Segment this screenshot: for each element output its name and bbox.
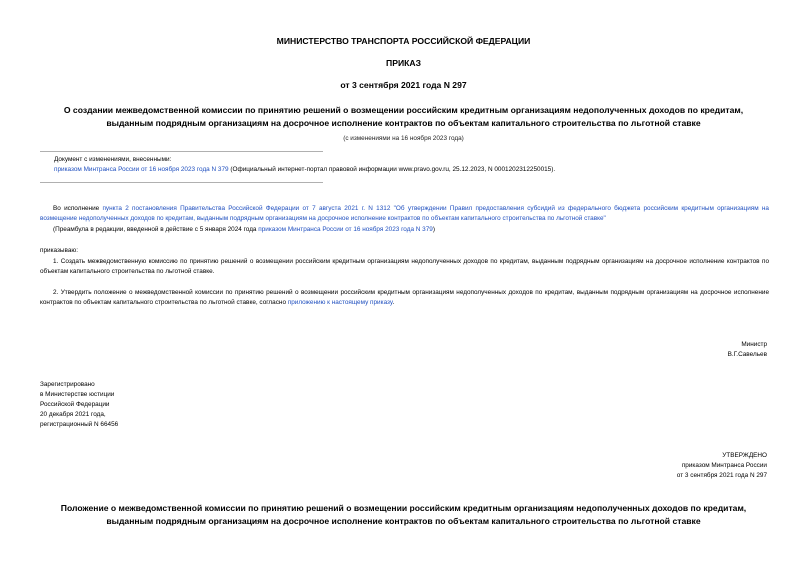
doc-type-heading: ПРИКАЗ	[386, 58, 421, 68]
changes-source-text: (Официальный интернет-портал правовой информации www.pravo.gov.ru, 25.12.2023, N 0001202312250015).	[228, 166, 556, 173]
item-1: 1. Создать межведомственную комиссию по принятию решений о возмещении российским кредитным организациям недополученных доходов по кредитам, выданным подрядным организациям на досрочное исполнение контрактов по объектам капитального строительства по льготной ставке.	[40, 258, 769, 275]
item-2	[40, 288, 769, 308]
preamble-prefix: (Преамбула в редакции, введенной в действие с 5 января 2024 года	[53, 226, 259, 233]
signature-position: Министр	[741, 341, 767, 348]
date-number-heading: от 3 сентября 2021 года N 297	[340, 80, 467, 90]
divider-top	[40, 151, 323, 152]
item-2-suffix: .	[392, 299, 395, 306]
document-title	[40, 104, 767, 130]
approval-line-3: от 3 сентября 2021 года N 297	[676, 472, 767, 479]
preamble-link[interactable]: приказом Минтранса России от 16 ноября 2023 года N 379	[258, 226, 433, 233]
basis-prefix: Во исполнение	[53, 205, 103, 212]
appendix-title-line-1: Положение о межведомственной комиссии по принятию решений о возмещении российским кредитным организациям недополученных доходов по кредитам,	[60, 503, 747, 513]
appendix-title-line-2: выданным подрядным организациям на досрочное исполнение контрактов по объектам капитального строительства по льготной ставке	[106, 516, 701, 526]
signature-name: В.Г.Савельев	[727, 351, 767, 358]
approval-stamp	[677, 451, 767, 481]
registration-block	[40, 380, 118, 430]
signature-block	[728, 340, 767, 360]
changes-link[interactable]: приказом Минтранса России от 16 ноября 2023 года N 379	[54, 166, 229, 173]
registration-line-4: 20 декабря 2021 года,	[40, 411, 106, 418]
document-title-line-1: О создании межведомственной комиссии по принятию решений о возмещении российским кредитным организациям недополученных доходов по кредитам,	[63, 105, 744, 115]
registration-line-1: Зарегистрировано	[40, 381, 95, 388]
item-2-text: 2. Утвердить положение о межведомственной комиссии по принятию решений о возмещении российским кредитным организациям недополученных доходов по кредитам, выданным подрядным организациям на досрочное исполнение контрактов по объектам капитального строительства по льготной ставке, согласно	[40, 289, 769, 306]
divider-bottom	[40, 182, 323, 183]
approval-line-2: приказом Минтранса России	[681, 462, 767, 469]
ministry-heading: МИНИСТЕРСТВО ТРАНСПОРТА РОССИЙСКОЙ ФЕДЕРАЦИИ	[276, 36, 531, 46]
amended-note: (с изменениями на 16 ноября 2023 года)	[343, 135, 464, 142]
changes-source	[54, 165, 754, 175]
preamble-suffix: )	[432, 226, 435, 233]
registration-line-3: Российской Федерации	[40, 401, 110, 408]
changes-label: Документ с изменениями, внесенными:	[54, 156, 172, 163]
approval-line-1: УТВЕРЖДЕНО	[722, 452, 767, 459]
changes-block	[54, 155, 754, 175]
document-title-line-2: выданным подрядным организациям на досрочное исполнение контрактов по объектам капитального строительства по льготной ставке	[106, 118, 701, 128]
preamble-note	[40, 225, 769, 235]
basis-paragraph	[40, 204, 769, 224]
appendix-title	[40, 502, 767, 528]
registration-line-2: в Министерстве юстиции	[40, 391, 115, 398]
registration-line-5: регистрационный N 66456	[40, 421, 119, 428]
basis-link[interactable]: пункта 2 постановления Правительства Российской Федерации от 7 августа 2021 г. N 1312 "Об утверждении Правил предоставления субсидий из федерального бюджета российским кредитным организациям на возмещение недополученных доходов по кредитам, выданным подрядным организациям на досрочное исполнение контрактов по объектам капитального строительства по льготной ставке"	[40, 205, 769, 222]
order-word: приказываю:	[40, 247, 78, 254]
appendix-link[interactable]: приложению к настоящему приказу	[287, 299, 393, 306]
